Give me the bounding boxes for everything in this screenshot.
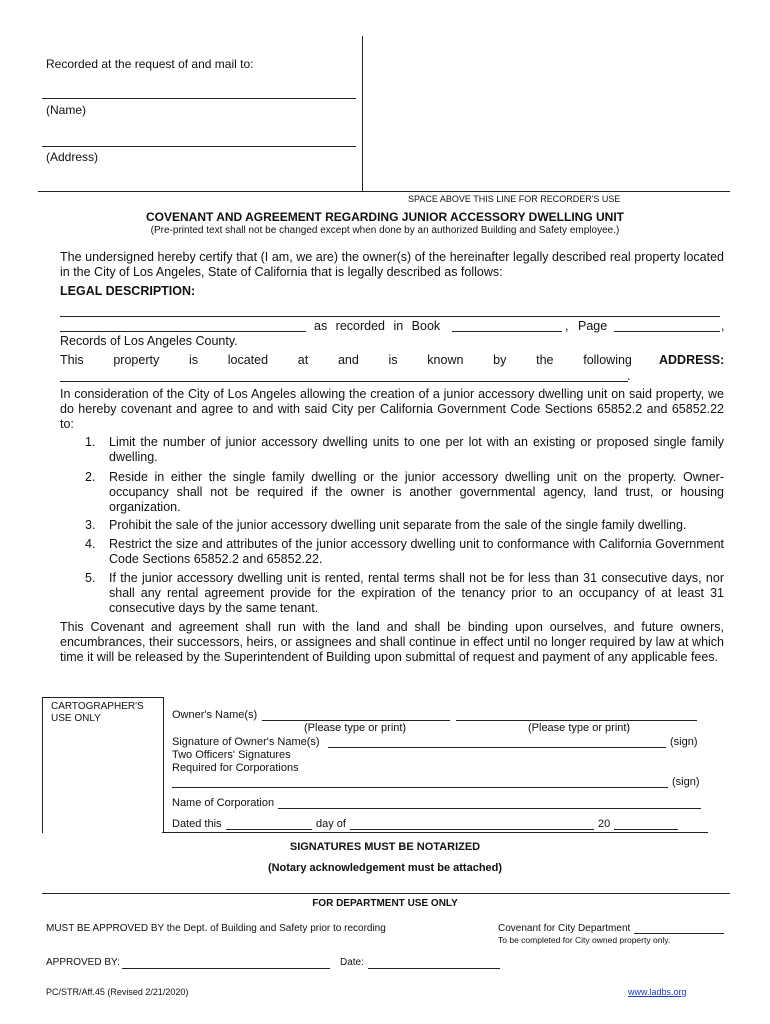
approved-by-field[interactable] xyxy=(122,968,330,969)
property-word: at xyxy=(297,353,309,367)
property-word: is xyxy=(388,353,398,367)
year-20-label: 20 xyxy=(598,818,611,830)
required-corporations-label: Required for Corporations xyxy=(172,762,299,774)
page-label: Page xyxy=(578,319,608,333)
footer-form-code: PC/STR/Aff.45 (Revised 2/21/2020) xyxy=(46,987,189,997)
list-item: 5. If the junior accessory dwelling unit is rented, rental terms shall not be for less than 31 consecutive days, nor shall any rental agreement provide for the expiration of the tenancy prior to an occupancy of at least 31 consecutive days by the same tenant. xyxy=(85,571,724,615)
dept-use-label: FOR DEPARTMENT USE ONLY xyxy=(312,898,458,909)
property-word: is xyxy=(188,353,198,367)
legal-description-label: LEGAL DESCRIPTION: xyxy=(60,284,196,298)
property-word: following xyxy=(583,353,632,367)
dept-use-rule xyxy=(42,893,730,894)
cartographer-box xyxy=(42,697,164,833)
recorder-bottom-rule xyxy=(38,191,730,192)
property-word: by xyxy=(493,353,507,367)
please-type-2: (Please type or print) xyxy=(528,722,631,734)
please-type-1: (Please type or print) xyxy=(304,722,407,734)
intro-paragraph: The undersigned hereby certify that (I am, we are) the owner(s) of the hereinafter legally described real property located in the City of Los Angeles, State of California that is legally described as follows: xyxy=(60,250,724,279)
consideration-paragraph: In consideration of the City of Los Angeles allowing the creation of a junior accessory dwelling unit on said property, we do hereby covenant and agree to and with said City per California Government Code Sections 65852.2 and 65852.22 to: xyxy=(60,387,724,431)
owners-names-label: Owner's Name(s) xyxy=(172,709,258,721)
list-item: 4. Restrict the size and attributes of the junior accessory dwelling unit to conformance with California Government Code Sections 65852.2 and 65852.22. xyxy=(85,537,724,566)
property-located-text xyxy=(60,353,632,367)
records-county: Records of Los Angeles County. xyxy=(60,334,238,348)
sign-label-2: (sign) xyxy=(672,776,700,788)
date-month-field[interactable] xyxy=(350,829,594,830)
name-label: (Name) xyxy=(46,103,87,117)
approved-by-label: APPROVED BY: xyxy=(46,957,120,968)
signature-block-bottom-rule xyxy=(162,832,708,833)
day-of-label: day of xyxy=(316,818,346,830)
address-label: (Address) xyxy=(46,150,99,164)
owner-name-field-1[interactable] xyxy=(262,720,450,721)
signature-field-1[interactable] xyxy=(328,747,666,748)
page-field[interactable] xyxy=(614,331,720,332)
signatures-notarized: SIGNATURES MUST BE NOTARIZED xyxy=(289,841,481,853)
must-be-approved: MUST BE APPROVED BY the Dept. of Building and Safety prior to recording xyxy=(46,923,386,934)
date-field[interactable] xyxy=(368,968,500,969)
recorder-request-label: Recorded at the request of and mail to: xyxy=(46,57,254,71)
covenant-city-field[interactable] xyxy=(634,933,724,934)
date-day-field[interactable] xyxy=(226,829,312,830)
property-word: and xyxy=(337,353,359,367)
covenant-city-label: Covenant for City Department xyxy=(498,923,631,934)
sign-label-1: (sign) xyxy=(670,736,698,748)
property-word: located xyxy=(227,353,269,367)
property-word: property xyxy=(113,353,160,367)
corporation-name-field[interactable] xyxy=(278,808,701,809)
name-line[interactable] xyxy=(42,98,356,99)
property-word: known xyxy=(427,353,464,367)
list-item: 1. Limit the number of junior accessory dwelling units to one per lot with an existing or proposed single family dwelling. xyxy=(85,435,724,464)
property-word: the xyxy=(536,353,554,367)
signature-label: Signature of Owner's Name(s) xyxy=(172,736,320,748)
legal-description-line-2[interactable] xyxy=(60,331,306,332)
legal-description-line[interactable] xyxy=(60,316,720,317)
owner-name-field-2[interactable] xyxy=(456,720,697,721)
two-officers-label: Two Officers' Signatures xyxy=(172,749,291,761)
book-field[interactable] xyxy=(452,331,562,332)
footer-website-link[interactable]: www.ladbs.org xyxy=(628,987,687,997)
recorder-divider xyxy=(362,36,363,192)
address-field[interactable] xyxy=(60,381,628,382)
document-title: COVENANT AND AGREEMENT REGARDING JUNIOR ACCESSORY DWELLING UNIT xyxy=(145,210,625,224)
address-label: ADDRESS: xyxy=(659,353,725,367)
notary-acknowledgement: (Notary acknowledgement must be attached) xyxy=(267,862,503,874)
dated-this-label: Dated this xyxy=(172,818,222,830)
date-label: Date: xyxy=(340,957,364,968)
property-word: This xyxy=(60,353,84,367)
cartographer-label: CARTOGRAPHER'S USE ONLY xyxy=(51,701,144,724)
list-item: 3. Prohibit the sale of the junior accessory dwelling unit separate from the sale of the single family dwelling. xyxy=(85,518,687,532)
recorder-space-note: SPACE ABOVE THIS LINE FOR RECORDER'S USE xyxy=(408,194,621,204)
recorded-in-book: as recorded in Book xyxy=(314,319,441,333)
date-year-field[interactable] xyxy=(614,829,678,830)
completed-city-note: To be completed for City owned property only. xyxy=(498,935,671,945)
name-corporation-label: Name of Corporation xyxy=(172,797,275,809)
address-line[interactable] xyxy=(42,146,356,147)
signature-field-2[interactable] xyxy=(172,787,668,788)
document-subtitle: (Pre-printed text shall not be changed except when done by an authorized Building and Safety employee.) xyxy=(150,225,620,236)
list-item: 2. Reside in either the single family dwelling or the junior accessory dwelling unit on the property. Owner-occupancy shall not be required if the owner is another governmental agency, land trust, or housing organization. xyxy=(85,470,724,514)
closing-paragraph: This Covenant and agreement shall run with the land and shall be binding upon ourselves, and future owners, encumbrances, their successors, heirs, or assignees and shall continue in effect until no longer required by law at which time it will be released by the Superintendent of Building upon submittal of request and payment of any applicable fees. xyxy=(60,620,724,664)
